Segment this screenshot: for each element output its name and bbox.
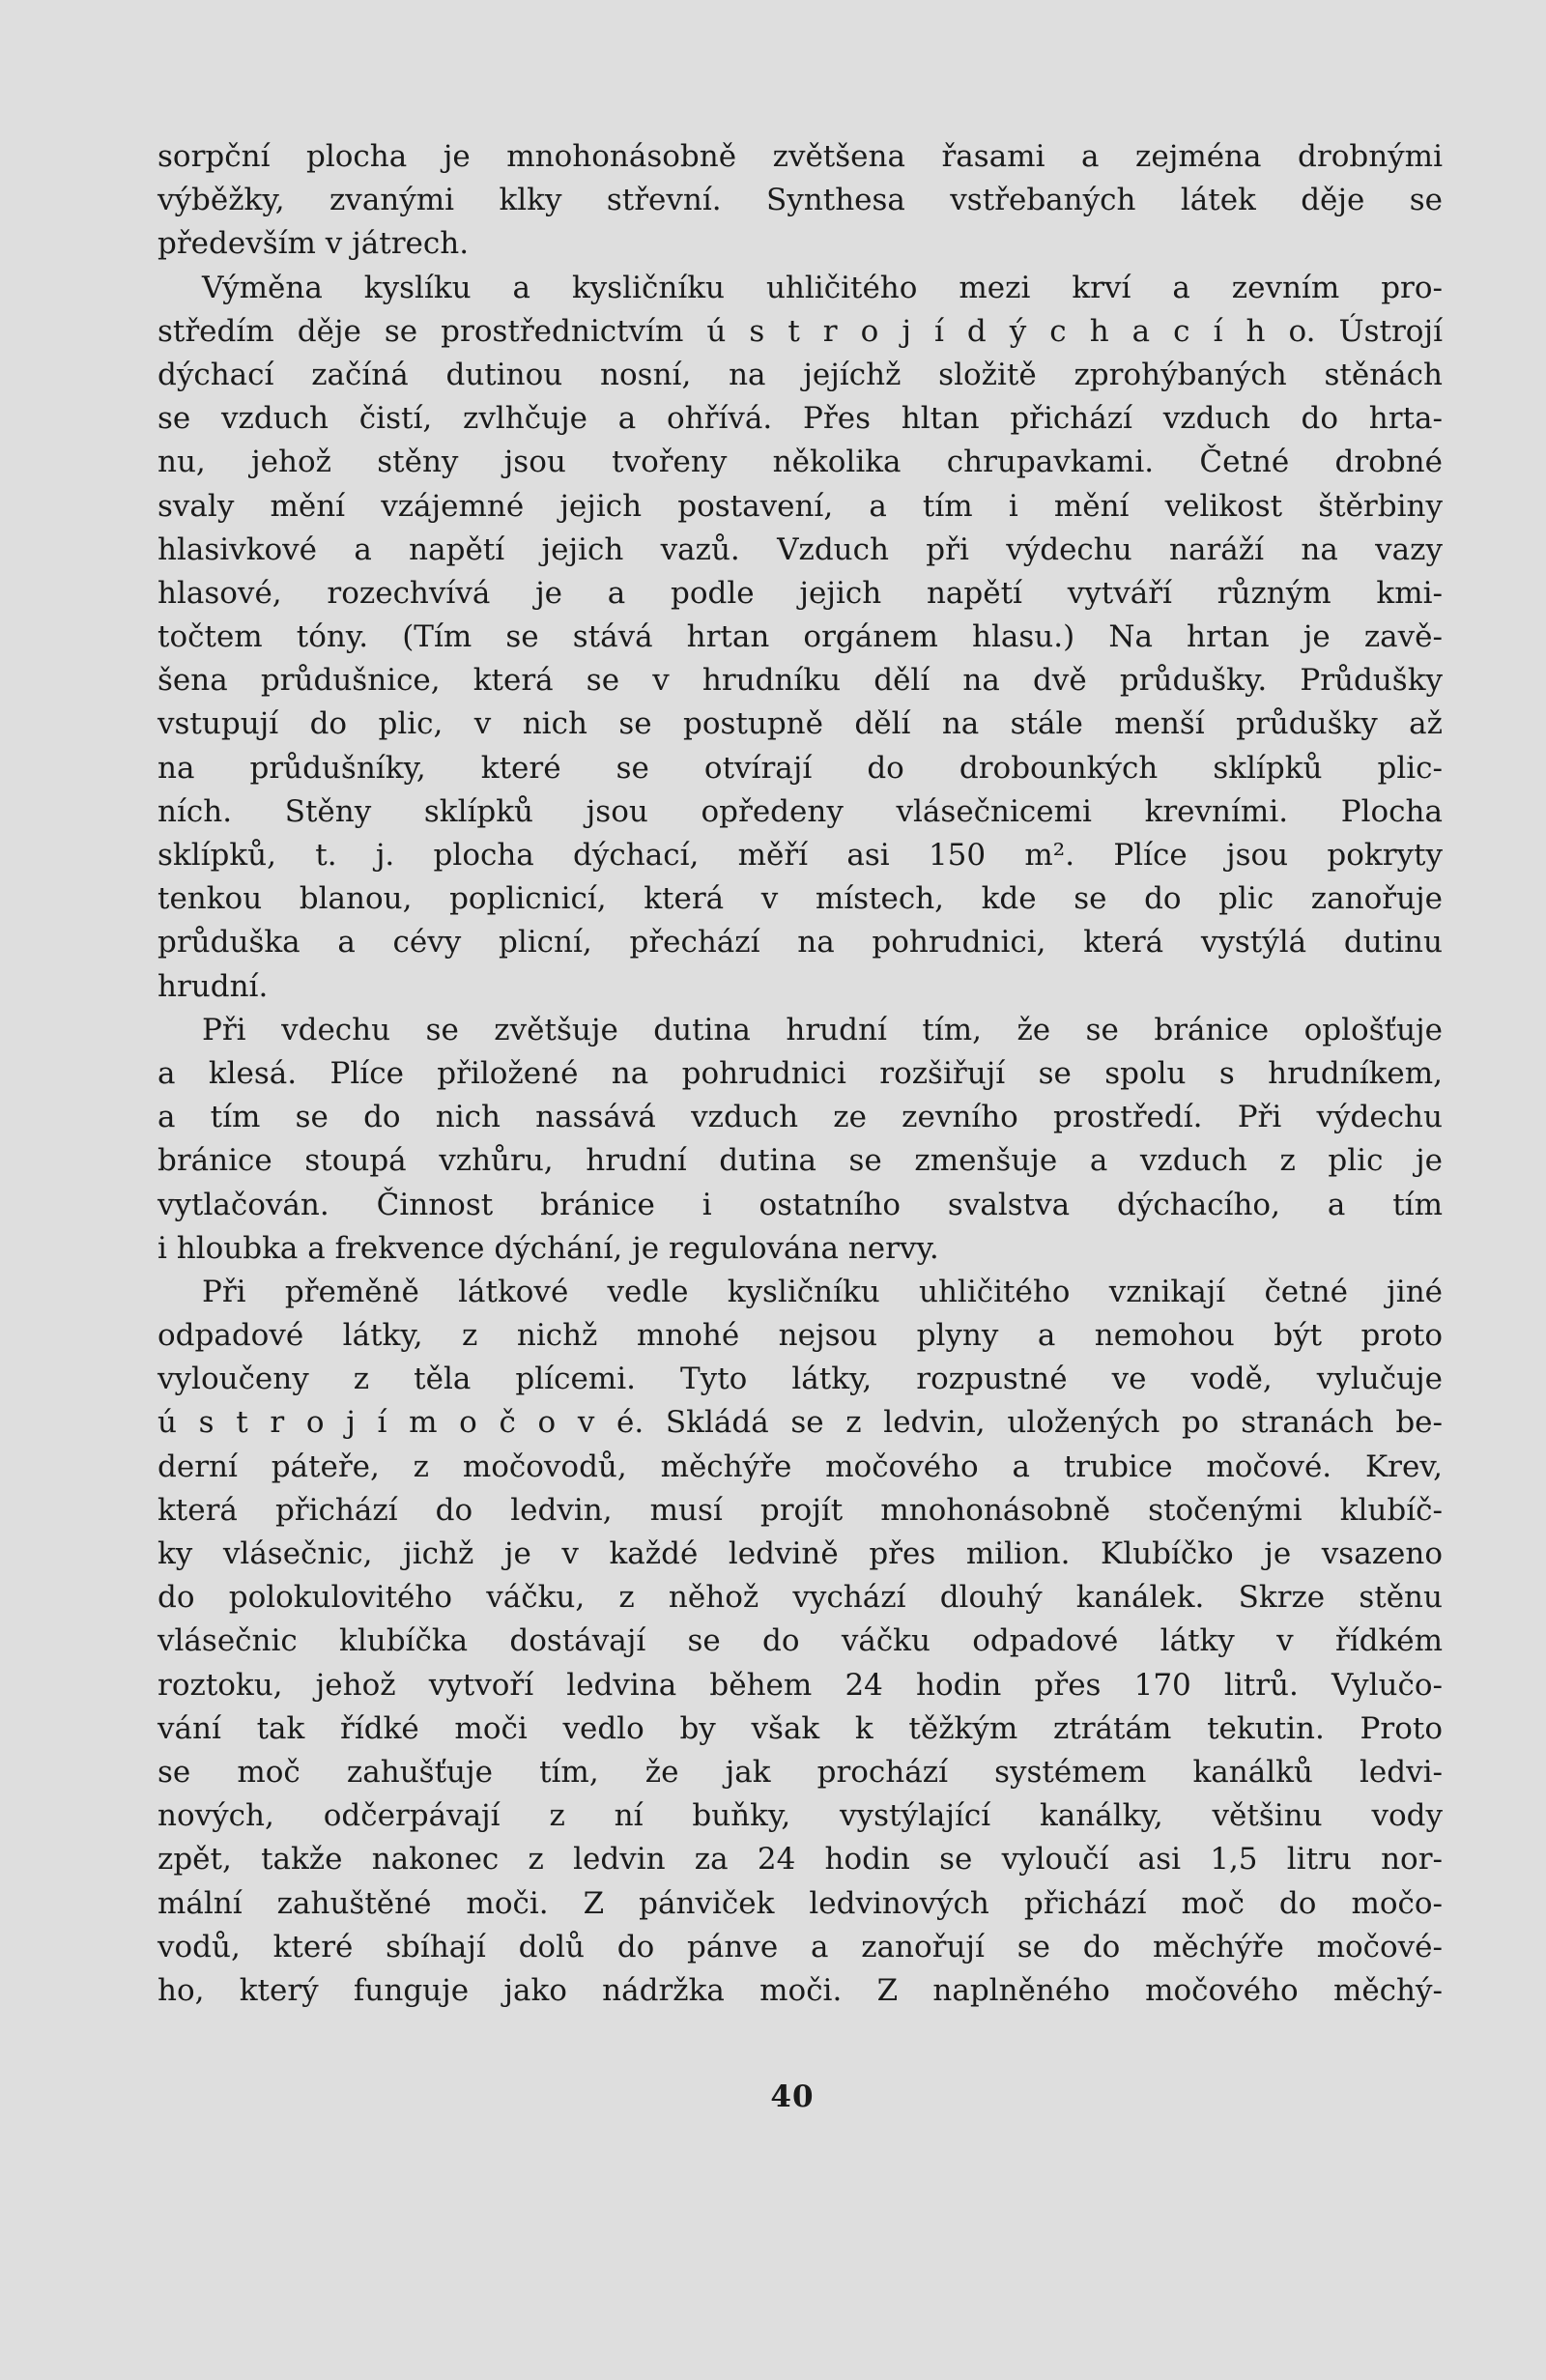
text-line: hrudní. [157,968,269,1004]
text-line: ho, který funguje jako nádržka moči. Z naplněného močového měchý- [157,1972,1443,2008]
text-line: ky vlásečnic, jichž je v každé ledvině přes milion. Klubíčko je vsazeno [157,1536,1443,1571]
text-line: se vzduch čistí, zvlhčuje a ohřívá. Přes hltan přichází vzduch do hrta- [157,401,1443,437]
text-line: vyloučeny z těla plícemi. Tyto látky, rozpustné ve vodě, vylučuje [157,1362,1443,1397]
page-number: 40 [770,2079,815,2114]
text-line: a tím se do nich nassává vzduch ze zevního prostředí. Při výdechu [157,1100,1443,1135]
text-line: derní páteře, z močovodů, měchýře močového a trubice močové. Krev, [157,1448,1443,1484]
text-line: ních. Stěny sklípků jsou opředeny vlásečnicemi krevními. Plocha [157,793,1443,829]
text-line: dýchací začíná dutinou nosní, na jejíchž složitě zprohýbaných stěnách [157,357,1443,392]
text-line: mální zahuštěné moči. Z pánviček ledvinových přichází moč do močo- [157,1885,1443,1921]
text-line: která přichází do ledvin, musí projít mnohonásobně stočenými klubíč- [157,1492,1443,1528]
text-line: sorpční plocha je mnohonásobně zvětšena řasami a zejména drobnými [157,139,1443,174]
text-line: roztoku, jehož vytvoří ledvina během 24 hodin přes 170 litrů. Vylučo- [157,1667,1443,1703]
text-line: výběžky, zvanými klky střevní. Synthesa vstřebaných látek děje se [157,183,1443,218]
text-line: svaly mění vzájemné jejich postavení, a tím i mění velikost štěrbiny [157,488,1443,524]
text-line: nových, odčerpávají z ní buňky, vystýlající kanálky, většinu vody [157,1798,1443,1834]
text-line: i hloubka a frekvence dýchání, je regulována nervy. [157,1230,939,1266]
text-line: nu, jehož stěny jsou tvořeny několika chrupavkami. Četné drobné [157,444,1443,480]
text-line: odpadové látky, z nichž mnohé nejsou plyny a nemohou být proto [157,1318,1443,1354]
text-line: a klesá. Plíce přiložené na pohrudnici rozšiřují se spolu s hrudníkem, [157,1055,1443,1091]
text-line: Při přeměně látkové vedle kysličníku uhličitého vznikají četné jiné [202,1274,1443,1309]
text-line: vodů, které sbíhají dolů do pánve a zanořují se do měchýře močové- [157,1929,1443,1964]
text-line: se moč zahušťuje tím, že jak prochází systémem kanálků ledvi- [157,1754,1443,1790]
text-line: ú s t r o j í m o č o v é. Skládá se z ledvin, uložených po stranách be- [157,1405,1443,1441]
body-text [157,135,1443,2013]
text-line: Výměna kyslíku a kysličníku uhličitého mezi krví a zevním pro- [202,270,1443,305]
text-line: točtem tóny. (Tím se stává hrtan orgánem hlasu.) Na hrtan je zavě- [157,619,1443,655]
text-line: vlásečnic klubíčka dostávají se do váčku odpadové látky v řídkém [157,1623,1443,1659]
text-line: bránice stoupá vzhůru, hrudní dutina se zmenšuje a vzduch z plic je [157,1143,1443,1179]
text-line: tenkou blanou, poplicnicí, která v místech, kde se do plic zanořuje [157,881,1443,917]
text-line: do polokulovitého váčku, z něhož vychází dlouhý kanálek. Skrze stěnu [157,1580,1443,1616]
text-line: průduška a cévy plicní, přechází na pohrudnici, která vystýlá dutinu [157,925,1443,961]
text-line: především v játrech. [157,226,470,262]
text-line: vstupují do plic, v nich se postupně dělí na stále menší průdušky až [157,706,1443,742]
text-line: vytlačován. Činnost bránice i ostatního svalstva dýchacího, a tím [157,1187,1443,1222]
text-line: sklípků, t. j. plocha dýchací, měří asi 150 m². Plíce jsou pokryty [157,838,1443,873]
text-line: hlasové, rozechvívá je a podle jejich napětí vytváří různým kmi- [157,575,1443,611]
text-line: zpět, takže nakonec z ledvin za 24 hodin se vyloučí asi 1,5 litru nor- [157,1842,1443,1878]
text-line: středím děje se prostřednictvím ú s t r o j í d ý c h a c í h o. Ústrojí [157,313,1443,349]
text-line: hlasivkové a napětí jejich vazů. Vzduch při výdechu naráží na vazy [157,531,1443,567]
text-line: na průdušníky, které se otvírají do drobounkých sklípků plic- [157,750,1443,786]
text-line: šena průdušnice, která se v hrudníku dělí na dvě průdušky. Průdušky [157,663,1443,699]
text-line: Při vdechu se zvětšuje dutina hrudní tím, že se bránice oplošťuje [202,1012,1443,1047]
text-line: vání tak řídké moči vedlo by však k těžkým ztrátám tekutin. Proto [157,1710,1443,1746]
